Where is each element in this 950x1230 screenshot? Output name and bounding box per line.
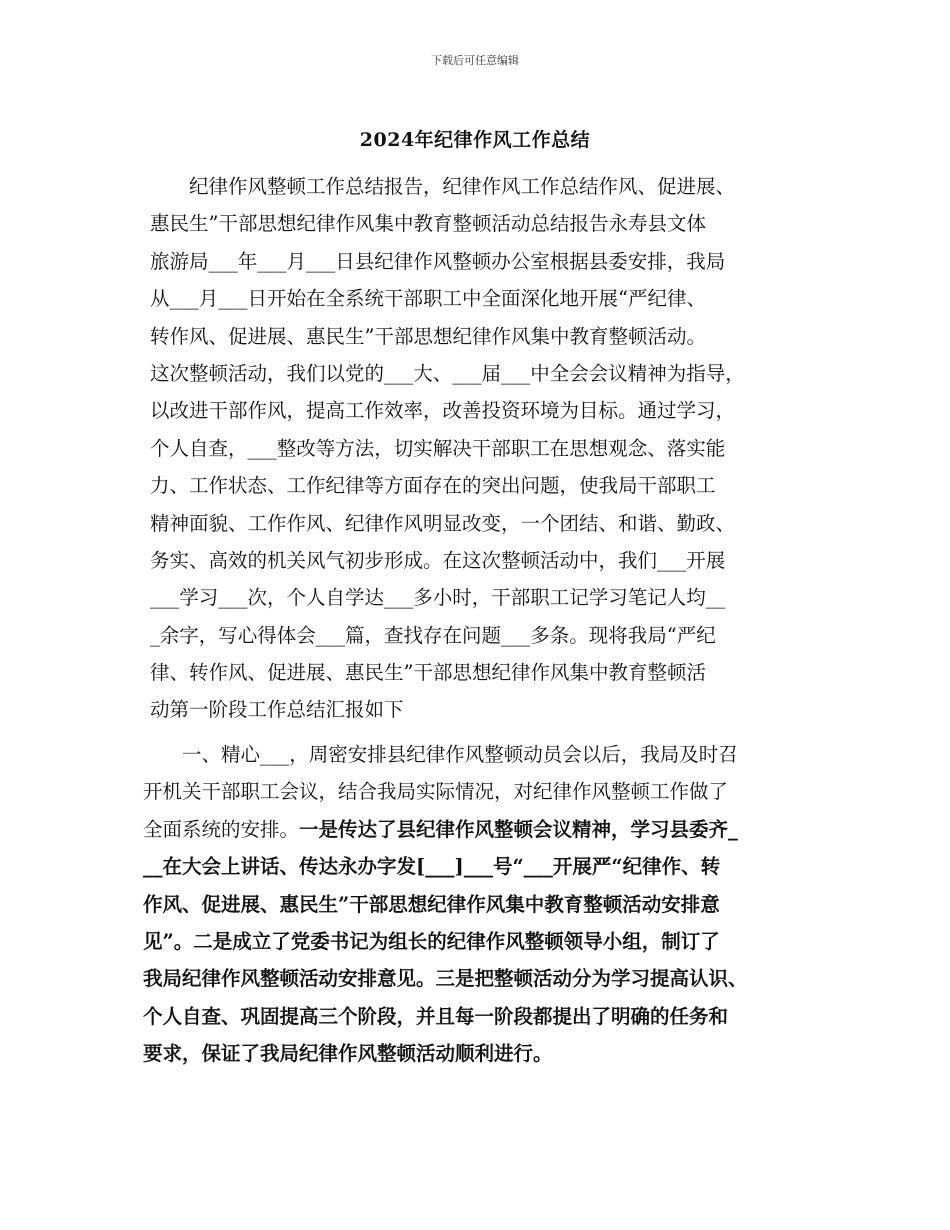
paragraph-line: ___学习___次，个人自学达___多小时，干部职工记学习笔记人均__ — [150, 586, 726, 610]
paragraph-line: 以改进干部作风，提高工作效率，改善投资环境为目标。通过学习， — [150, 399, 736, 423]
paragraph-line: 一、精心___，周密安排县纪律作风整顿动员会以后，我局及时召 — [143, 743, 738, 766]
paragraph-line: 这次整顿活动，我们以党的___大、___届___中全会会议精神为指导， — [150, 361, 745, 385]
paragraph-line-bold: 要求，保证了我局纪律作风整顿活动顺利进行。 — [143, 1042, 553, 1066]
paragraph-line: 务实、高效的机关风气初步形成。在这次整顿活动中，我们___开展 — [150, 548, 726, 572]
paragraph-line: 开机关干部职工会议，结合我局实际情况，对纪律作风整顿工作做了 — [143, 780, 729, 804]
paragraph-line: 个人自查，___整改等方法，切实解决干部职工在思想观念、落实能 — [150, 436, 726, 460]
paragraph-line-mixed — [143, 811, 823, 848]
page-header-note: 下载后可任意编辑 — [431, 54, 519, 67]
paragraph-line: 从___月___日开始在全系统干部职工中全面深化地开展“严纪律、 — [150, 287, 706, 311]
paragraph-line: 动第一阶段工作总结汇报如下 — [150, 698, 404, 722]
paragraph-line-bold: 见”。二是成立了党委书记为组长的纪律作风整顿领导小组，制订了 — [143, 929, 720, 953]
paragraph-line-bold: __在大会上讲话、传达永办字发[___]___号“___开展严“纪律作、转 — [143, 855, 721, 879]
paragraph-line: 力、工作状态、工作纪律等方面存在的突出问题，使我局干部职工 — [150, 474, 716, 498]
paragraph-line: 纪律作风整顿工作总结报告，纪律作风工作总结作风、促进展、 — [150, 175, 736, 198]
paragraph-line: 精神面貌、工作作风、纪律作风明显改变，一个团结、和谐、勤政、 — [150, 511, 736, 535]
paragraph-line: _余字，写心得体会___篇，查找存在问题___多条。现将我局“严纪 — [150, 623, 716, 647]
paragraph-1 — [150, 168, 820, 729]
paragraph-line: 惠民生”干部思想纪律作风集中教育整顿活动总结报告永寿县文体 — [150, 212, 706, 236]
paragraph-line: 转作风、促进展、惠民生”干部思想纪律作风集中教育整顿活动。 — [150, 324, 706, 348]
paragraph-text-normal: 全面系统的安排。 — [143, 817, 300, 841]
paragraph-text-bold: 一是传达了县纪律作风整顿会议精神，学习县委齐_ — [299, 817, 738, 841]
paragraph-2 — [143, 736, 823, 1073]
document-title: 2024年纪律作风工作总结 — [359, 129, 591, 151]
paragraph-line: 律、转作风、促进展、惠民生”干部思想纪律作风集中教育整顿活 — [150, 661, 706, 685]
paragraph-line-bold: 作风、促进展、惠民生”干部思想纪律作风集中教育整顿活动安排意 — [143, 892, 720, 916]
paragraph-line-bold: 个人自查、巩固提高三个阶段，并且每一阶段都提出了明确的任务和 — [143, 1004, 729, 1028]
paragraph-line: 旅游局___年___月___日县纪律作风整顿办公室根据县委安排，我局 — [150, 249, 726, 273]
paragraph-line-bold: 我局纪律作风整顿活动安排意见。三是把整顿活动分为学习提高认识、 — [143, 967, 748, 991]
